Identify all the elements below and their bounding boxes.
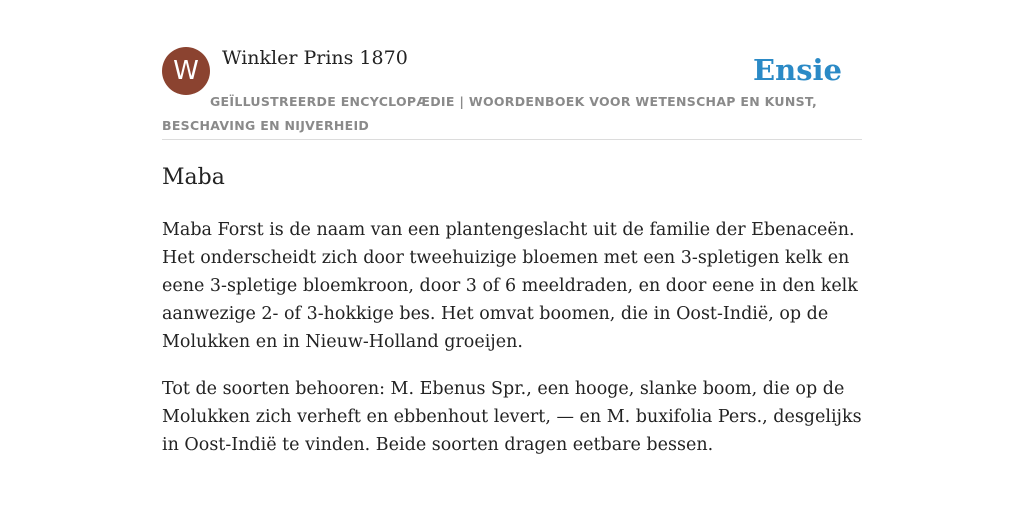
article-title: Maba — [162, 165, 225, 190]
article-paragraph: Tot de soorten behooren: M. Ebenus Spr., een hooge, slanke boom, die op de Molukken zich verheft en ebbenhout levert, — en M. buxifolia Pers., desgelijks in Oost-Indië te vinden. Beide soorten dragen eetbare bessen. — [162, 379, 862, 455]
source-title[interactable]: Winkler Prins 1870 — [222, 47, 408, 69]
source-avatar[interactable]: W — [162, 47, 210, 95]
source-subtitle: GEÏLLUSTREERDE ENCYCLOPÆDIE | WOORDENBOEK VOOR WETENSCHAP EN KUNST, BESCHAVING EN NIJVERHEID — [162, 94, 818, 133]
page-header — [162, 46, 862, 140]
article-paragraph: Maba Forst is de naam van een plantengeslacht uit de familie der Ebenaceën. Het onderscheidt zich door tweehuizige bloemen met een 3-spletigen kelk en eene 3-spletige bloemkroon, door 3 of 6 meeldraden, en door eene in den kelk aanwezige 2- of 3-hokkige bes. Het omvat boomen, die in Oost-Indië, op de Molukken en in Nieuw-Holland groeijen. — [162, 220, 858, 352]
article — [162, 160, 862, 459]
ensie-logo[interactable]: Ensie — [753, 53, 842, 87]
